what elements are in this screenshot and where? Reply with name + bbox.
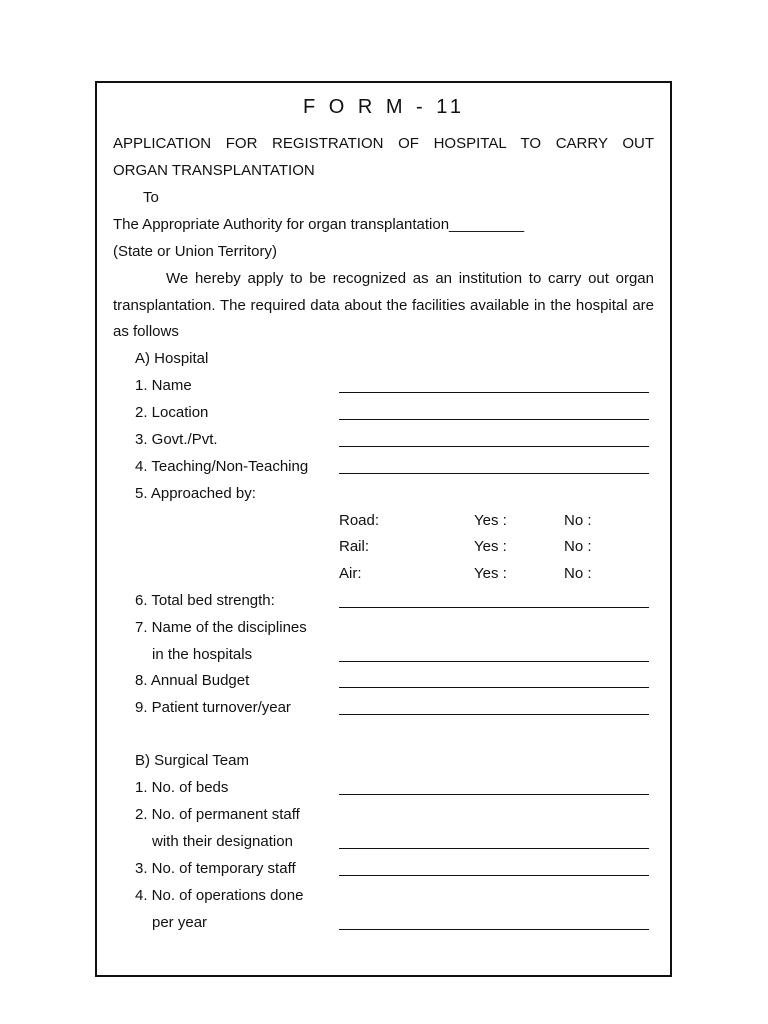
field-label-temporary-staff: 3. No. of temporary staff — [135, 860, 296, 877]
intro-paragraph-line2: transplantation. The required data about the facilities available in the hospital are — [113, 297, 654, 314]
approach-rail-yes[interactable]: Yes : — [474, 538, 507, 555]
field-label-disciplines-cont: in the hospitals — [152, 646, 253, 663]
field-label-teaching: 4. Teaching/Non-Teaching — [135, 458, 309, 475]
approach-air-no[interactable]: No : — [564, 565, 592, 582]
field-label-operations-cont: per year — [152, 914, 208, 931]
field-label-budget: 8. Annual Budget — [135, 672, 250, 689]
intro-paragraph-line1: We hereby apply to be recognized as an institution to carry out organ — [166, 270, 654, 287]
approach-road-yes[interactable]: Yes : — [474, 512, 507, 529]
intro-paragraph-line3: as follows — [113, 323, 179, 340]
field-label-location: 2. Location — [135, 404, 209, 421]
field-label-permanent-staff: 2. No. of permanent staff — [135, 806, 300, 823]
field-line-permanent-staff[interactable] — [339, 848, 649, 849]
addressee-to: To — [143, 189, 159, 206]
field-line-budget[interactable] — [339, 687, 649, 688]
field-line-location[interactable] — [339, 419, 649, 420]
form-heading-line1: APPLICATION FOR REGISTRATION OF HOSPITAL TO CARRY OUT — [113, 135, 654, 152]
field-line-temporary-staff[interactable] — [339, 875, 649, 876]
field-label-govt: 3. Govt./Pvt. — [135, 431, 218, 448]
field-line-name[interactable] — [339, 392, 649, 393]
field-label-team-beds: 1. No. of beds — [135, 779, 229, 796]
field-label-approached: 5. Approached by: — [135, 485, 256, 502]
field-label-turnover: 9. Patient turnover/year — [135, 699, 291, 716]
field-line-disciplines[interactable] — [339, 661, 649, 662]
field-line-team-beds[interactable] — [339, 794, 649, 795]
field-label-beds: 6. Total bed strength: — [135, 592, 275, 609]
field-line-govt[interactable] — [339, 446, 649, 447]
field-label-name: 1. Name — [135, 377, 192, 394]
section-b-heading: B) Surgical Team — [135, 752, 249, 769]
field-line-operations[interactable] — [339, 929, 649, 930]
field-label-operations: 4. No. of operations done — [135, 887, 304, 904]
form-heading-line2: ORGAN TRANSPLANTATION — [113, 162, 315, 179]
field-label-permanent-staff-cont: with their designation — [152, 833, 293, 850]
form-title: F O R M - 11 — [302, 96, 466, 118]
field-line-teaching[interactable] — [339, 473, 649, 474]
approach-road-label: Road: — [339, 512, 380, 529]
authority-line: The Appropriate Authority for organ transplantation_________ — [113, 216, 525, 233]
field-label-disciplines: 7. Name of the disciplines — [135, 619, 307, 636]
state-line: (State or Union Territory) — [113, 243, 277, 260]
approach-air-label: Air: — [339, 565, 362, 582]
approach-rail-label: Rail: — [339, 538, 370, 555]
approach-rail-no[interactable]: No : — [564, 538, 592, 555]
approach-air-yes[interactable]: Yes : — [474, 565, 507, 582]
section-a-heading: A) Hospital — [135, 350, 209, 367]
approach-road-no[interactable]: No : — [564, 512, 592, 529]
field-line-turnover[interactable] — [339, 714, 649, 715]
field-line-beds[interactable] — [339, 607, 649, 608]
